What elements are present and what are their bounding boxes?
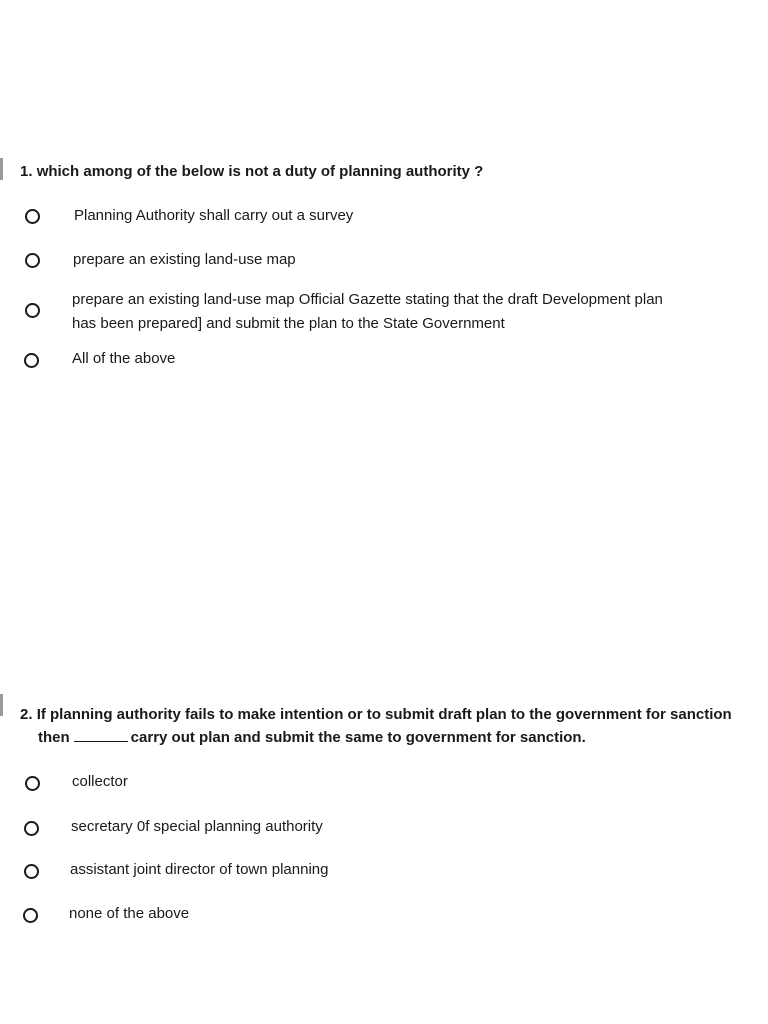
question-2-prompt-line-1: If planning authority fails to make intention or to submit draft plan to the government for sanction: [36, 706, 732, 723]
question-2-prompt-rest: carry out plan and submit the same to government for sanction.: [130, 729, 586, 746]
question-2-number: 2.: [20, 706, 33, 723]
option-label-line-1: prepare an existing land-use map Official Gazette stating that the draft Development plan: [72, 291, 663, 308]
question-2-prompt-then: then: [38, 729, 70, 746]
question-1-prompt: which among of the below is not a duty of planning authority ?: [36, 163, 484, 180]
question-2-text: [20, 703, 760, 749]
radio-circle-icon[interactable]: [24, 353, 39, 368]
fill-in-blank: [74, 729, 128, 742]
option-label: secretary 0f special planning authority: [71, 818, 323, 835]
option-label: Planning Authority shall carry out a survey: [74, 207, 354, 224]
question-2-edge-marker: [0, 694, 3, 716]
radio-circle-icon[interactable]: [25, 209, 40, 224]
question-1-text: [20, 160, 760, 183]
option-label: prepare an existing land-use map: [73, 251, 296, 268]
radio-circle-icon[interactable]: [25, 303, 40, 318]
option-label: collector: [72, 773, 128, 790]
radio-circle-icon[interactable]: [23, 908, 38, 923]
question-2-line-2: [20, 726, 760, 749]
radio-circle-icon[interactable]: [24, 864, 39, 879]
option-label: assistant joint director of town planning: [70, 861, 329, 878]
question-2-line-1: [20, 703, 760, 726]
option-label: none of the above: [69, 905, 190, 922]
radio-circle-icon[interactable]: [25, 253, 40, 268]
option-label: All of the above: [72, 350, 176, 367]
radio-circle-icon[interactable]: [24, 821, 39, 836]
question-1-edge-marker: [0, 158, 3, 180]
question-1-number: 1.: [20, 163, 33, 180]
radio-circle-icon[interactable]: [25, 776, 40, 791]
option-label-line-2: has been prepared] and submit the plan to the State Government: [72, 315, 505, 332]
option-label: [72, 288, 752, 336]
